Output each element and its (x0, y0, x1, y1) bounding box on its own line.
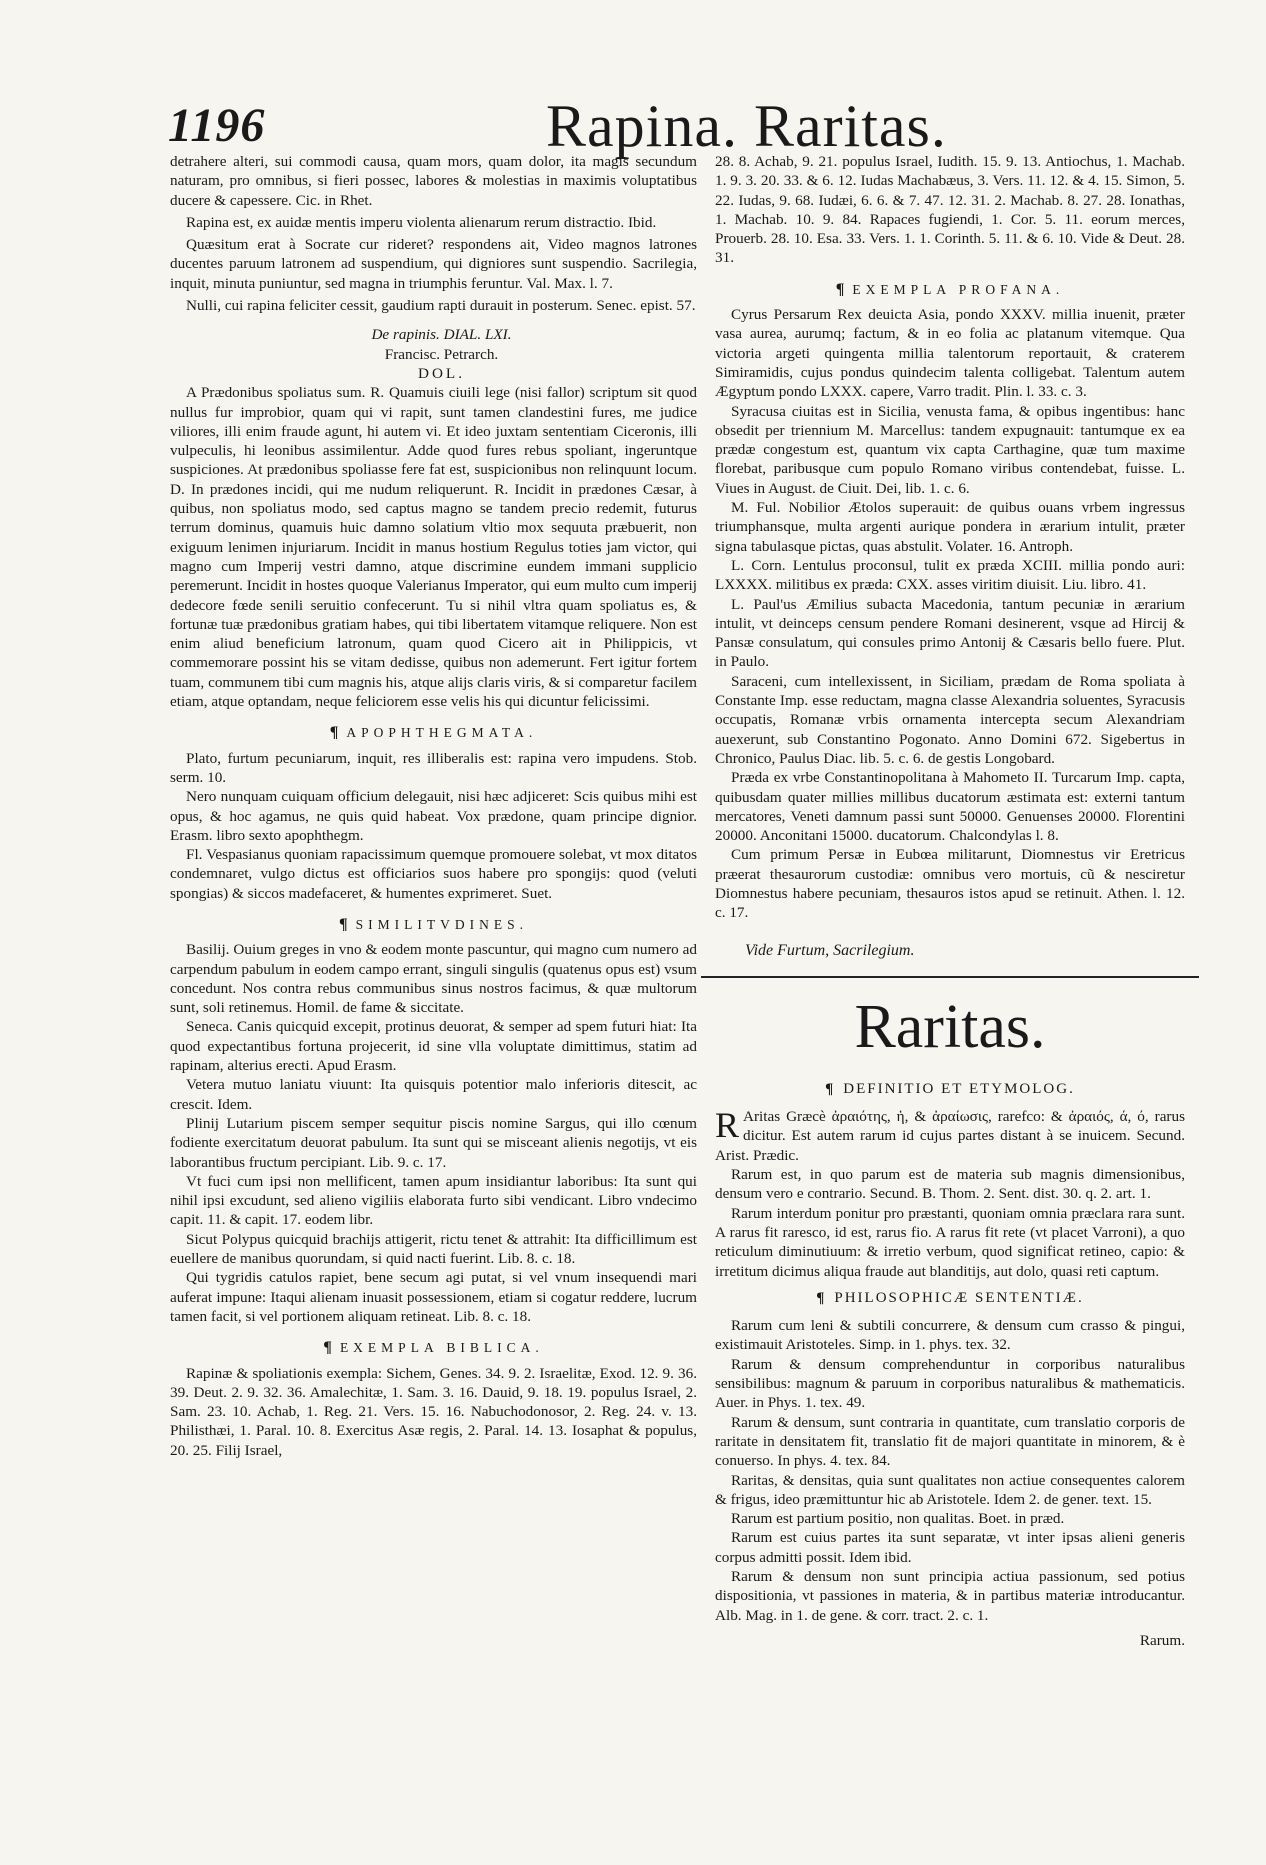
paragraph: Fl. Vespasianus quoniam rapacissimum quemque promouere solebat, vt mox ditatos condemnaret, vulgo dictus est officiarios suos habere pro spongijs: quod (veluti spongias) & siccos madefaceret, & humentes exprimeret. Suet. (170, 846, 697, 902)
paragraph: Rapina est, ex auidæ mentis imperu violenta alienarum rerum distractio. Ibid. (186, 213, 657, 231)
cross-reference: Vide Furtum, Sacrilegium. (745, 941, 915, 959)
right-column (715, 152, 1185, 1650)
paragraph: A Prædonibus spoliatus sum. R. Quamuis ciuili lege (nisi fallor) scriptum sit quod nullus fur improbior, quam qui vi rapit, sunt tamen clandestini fures, me judice viliores, illi enim fraude agunt, hi autem vi. Et ideo juxtam sententiam Ciceronis, illi vulpeculis, hi leonibus assimilentur. Adde quod fures rebus spoliant, ingeruntque suspiciones. At prædonibus spoliasse fere fat est, suspicionibus non relinquunt locum. D. In prædones incidi, qui me nudum reliquerunt. R. Incidit in prædones Cæsar, à quibus, non spoliatus modo, sed captus magno se tandem precio redemit, futurus terrum dominus, quamuis huic damno solatium vltio mox sequuta præbuerit, non exiguum lenimen injuriarum. Incidit in manus hostium Regulus toties jam victor, qui magno cum Imperij vestri damno, atque discrimine eundem immani supplicio peremerunt. Incidit in hostes quoque Valerianus Imperator, qui eum multo cum imperij dedecore fœde senili seruitio confecerunt. Tu si nihil vltra quam spoliatus es, & fortunæ tuæ prædonibus gratiam habes, qui tibi libertatem vitamque reliquere. Non est enim aliud beneficium latronum, quam quod Cicero ait in Philippicis, vt commemorare possint his se vitam dedisse, quibus non ademerunt. Fert igitur fortem tuam, communem tibi cum magnis his, atque alijs claris viris, & si comparetur facilem etiam, atque optandam, neque feliciorem esse velis his qui dicuntur felicissimi. (170, 384, 697, 711)
dialogue-author: Francisc. Petrarch. (384, 345, 499, 363)
pilcrow-icon: ¶ (816, 1289, 827, 1306)
section-heading: ¶ EXEMPLA PROFANA. (835, 280, 1065, 298)
paragraph: Rapinæ & spoliationis exempla: Sichem, Genes. 34. 9. 2. Israelitæ, Exod. 12. 9. 36. 39. Deut. 2. 9. 32. 36. Amalechitæ, 1. Sam. 3. 16. Dauid, 9. 18. 19. populus Israel, 2. Sam. 23. 10. Achab, 1. Reg. 21. Vers. 15. 16. Nabuchodonosor, 2. Reg. 24. v. 13. Philisthæi, 1. Paral. 10. 8. Exercitus Asæ regis, 2. Paral. 14. 13. Iosaphat & populus, 20. 25. Filij Israel, (170, 1364, 697, 1459)
dialogue-speaker: DOL. (417, 364, 465, 382)
paragraph: Basilij. Ouium greges in vno & eodem monte pascuntur, qui magno cum numero ad carpendum pabulum in eodem campo errant, singuli singulis (quatenus opus est) vsum concedunt. Nos contra rebus communibus sinus nostros facimus, & quæ multorum sunt, soli retinemus. Homil. de fame & siccitate. (170, 941, 697, 1017)
paragraph: Syracusa ciuitas est in Sicilia, venusta fama, & opibus ingentibus: hanc obsedit per triennium M. Marcellus: tandem expugnauit: tantumque ex ea prædæ congestum est, quantum vix capta Carthagine, quæ tum maxime florebat, paribusque cum populo Romano viribus contendebat, fuisse. L. Viues in August. de Ciuit. Dei, lib. 1. c. 6. (715, 402, 1185, 497)
pilcrow-icon: ¶ (825, 1080, 836, 1097)
section-heading: ¶ SIMILITVDINES. (338, 915, 528, 933)
paragraph: Nulli, cui rapina feliciter cessit, gaudium rapti durauit in posterum. Senec. epist. 57. (186, 297, 696, 315)
page-number: 1196 (168, 99, 266, 152)
paragraph: M. Ful. Nobilior Ætolos superauit: de quibus ouans vrbem ingressus triumphansque, multa argenti aurique pondera in ærarium intulit, præter signa tabulasque pictas, quas abstulit. Volater. 16. Antroph. (715, 499, 1185, 555)
paragraph: Rarum & densum, sunt contraria in quantitate, cum translatio corporis de raritate in densitatem fit, translatio fit de majori quantitate in minorem, & è conuerso. In phys. 4. tex. 84. (715, 1413, 1185, 1470)
paragraph: L. Corn. Lentulus proconsul, tulit ex præda XCIII. millia pondo auri: LXXXX. militibus ex præda: CXX. asses viritim diuisit. Liu. libro. 41. (715, 556, 1185, 594)
paragraph: L. Paul'us Æmilius subacta Macedonia, tantum pecuniæ in ærarium intulit, vt deinceps censum pendere Romani desinerent, vsque ad Hircij & Pansæ consulatum, qui consules primo Antonij & Cæsaris bello fuere. Plut. in Paulo. (715, 595, 1185, 671)
divider-rule (701, 976, 1199, 978)
paragraph: Saraceni, cum intellexissent, in Siciliam, prædam de Roma spoliata à Constante Imp. esse reductam, magna classe Alexandria soluentes, Syracusis occupatis, Romanæ vrbis ornamenta intercepta secum Alexandriam auexerunt, sub Constantino Pogonato. Anno Domini 672. Sigebertus in Chronico, Paulus Diac. lib. 5. c. 6. de gestis Longobard. (715, 672, 1185, 767)
running-head: Rapina. Raritas. (546, 93, 947, 159)
paragraph: detrahere alteri, sui commodi causa, quam mors, quam dolor, ita magis secundum naturam, pro omnibus, si fieri possec, labores & molestias in maximis voluptatibus ducere & capessere. Cic. in Rhet. (170, 153, 697, 209)
paragraph: Nero nunquam cuiquam officium delegauit, nisi hæc adjiceret: Scis quibus mihi est opus, & hoc agamus, ne quis quid habeat. Vox prædone, quam principe dignior. Erasm. libro sexto apophthegm. (170, 788, 697, 844)
section-heading: ¶ APOPHTHEGMATA. (329, 724, 538, 742)
section-heading: ¶ DEFINITIO ET ETYMOLOG. (825, 1080, 1075, 1097)
paragraph: Vt fuci cum ipsi non mellificent, tamen apum insidiantur laboribus: Ita sunt qui nihil ipsi excudunt, sed alieno vigiliis elaborata furto sibi vendicant. Libro vndecimo capit. 11. & capit. 17. eodem libr. (170, 1172, 697, 1229)
paragraph: Rarum & densum comprehenduntur in corporibus naturalibus sensibilibus: magnum & paruum in corporibus naturalibus & mathematicis. Auer. in Phys. 1. tex. 49. (715, 1355, 1185, 1412)
pilcrow-icon: ¶ (323, 1339, 332, 1357)
left-column (170, 152, 697, 1460)
paragraph: Plinij Lutarium piscem semper sequitur piscis nomine Sargus, qui illo cœnum fodiente exercitatum deuorat pabulum. Ita sunt qui se misceant alienis negotijs, vt eis laborantibus fructum percipiant. Lib. 9. c. 17. (170, 1114, 697, 1171)
paragraph: Præda ex vrbe Constantinopolitana à Mahometo II. Turcarum Imp. capta, quibusdam quater millies millibus ducatorum æstimata est: externi tantum mercatores, Veneti damnum passi sunt 50000. Genuenses 20000. Florentini 20000. Anconitani 15000. ducatorum. Chalcondylas l. 8. (715, 769, 1185, 845)
section-heading: ¶ PHILOSOPHICÆ SENTENTIÆ. (816, 1289, 1084, 1306)
pilcrow-icon: ¶ (338, 915, 348, 933)
paragraph: Quæsitum erat à Socrate cur rideret? respondens ait, Video magnos latrones ducentes paruum latronem ad suspendium, qui digniores sunt suspendio. Sacrilegia, inquit, minuta puniuntur, sed magna in triumphis feruntur. Val. Max. l. 7. (170, 236, 697, 292)
paragraph: Vetera mutuo laniatu viuunt: Ita quisquis potentior malo inferioris ditescit, ac crescit. Idem. (170, 1076, 697, 1113)
pilcrow-icon: ¶ (835, 280, 845, 298)
pilcrow-icon: ¶ (329, 724, 339, 742)
paragraph: Qui tygridis catulos rapiet, bene secum agi putat, si vel vnum insequendi mari auferat impune: Itaqui alienam inuasit possessionem, etiam si cogatur reddere, lucrum tamen facit, si vel portionem aliquam retineat. Lib. 8. c. 18. (170, 1269, 697, 1325)
paragraph: Rarum interdum ponitur pro præstanti, quoniam omnia præclara rara sunt. A rarus fit raresco, id est, rarus fio. A rarus fit rete (vt placet Varroni), a quo reticulum diminutiuum: & irretio verbum, quod significat retineo, capio: & irretitum dicimus aliqua fraude aut blanditijs, aut dolo, quasi reti captum. (715, 1204, 1185, 1280)
paragraph: Plato, furtum pecuniarum, inquit, res illiberalis est: rapina vero impudens. Stob. serm. 10. (170, 749, 697, 786)
paragraph: Rarum est cuius partes ita sunt separatæ, vt inter ipsas alieni generis corpus admitti possit. Idem ibid. (715, 1529, 1185, 1566)
paragraph: Rarum est partium positio, non qualitas. Boet. in præd. (731, 1510, 1065, 1528)
catchword: Rarum. (1139, 1631, 1185, 1649)
paragraph: R Aritas Græcè ἀραιότης, ἡ, & ἀραίωσις, rarefco: & ἀραιός, ά, ό, rarus dicitur. Est autem rarum id cujus partes distant à se inuicem. Secund. Arist. Prædic. (715, 1105, 1185, 1164)
drop-cap: R (715, 1105, 740, 1146)
section-heading: ¶ EXEMPLA BIBLICA. (323, 1339, 544, 1357)
paragraph: Raritas, & densitas, quia sunt qualitates non actiue consequentes calorem & frigus, ideo præmittuntur hic ab Aristotele. Idem 2. de gener. text. 15. (715, 1471, 1185, 1508)
paragraph: Rarum est, in quo parum est de materia sub magnis dimensionibus, densum vero e contrario. Secund. B. Thom. 2. Sent. dist. 30. q. 2. art. 1. (715, 1166, 1185, 1203)
section-title: Raritas. (854, 992, 1046, 1061)
dialogue-title: De rapinis. DIAL. LXI. (371, 326, 512, 344)
paragraph: Sicut Polypus quicquid brachijs attigerit, rictu tenet & attrahit: Ita difficillimum est euellere de manibus quorundam, si quid nacti fuerint. Lib. 8. c. 18. (170, 1230, 697, 1268)
paragraph: Cum primum Persæ in Eubœa militarunt, Diomnestus vir Eretricus præerat thesaurorum custodiæ: omnibus vero mortuis, cũ & nesciretur Diomnestus habere pecuniam, thesauros istos apud se retinuit. Athen. l. 12. c. 17. (715, 846, 1185, 922)
paragraph: 28. 8. Achab, 9. 21. populus Israel, Iudith. 15. 9. 13. Antiochus, 1. Machab. 1. 9. 3. 20. 33. & 6. 12. Iudas Machabæus, 3. Vers. 11. 12. & 4. 15. Simon, 5. 22. Iudas, 9. 68. Iudæi, 6. 6. & 7. 47. 12. 31. 2. Machab. 8. 27. 28. Ionathas, 1. Machab. 10. 9. 84. Rapaces fugiendi, 1. Cor. 5. 11. eorum merces, Prouerb. 28. 10. Esa. 33. Vers. 1. 1. Corinth. 5. 11. & 6. 10. Vide & Deut. 28. 31. (715, 153, 1185, 267)
paragraph: Cyrus Persarum Rex deuicta Asia, pondo XXXV. millia inuenit, præter vasa aurea, aurumq; factum, & in eo folia ac platanum vitemque. Qua victoria argeti quingenta millia talentorum reportauit, & craterem Simiramidis, cujus pondus quindecim talenta colligebat. Talentum autem Ægyptum pondo LXXX. capere, Varro tradit. Plin. l. 33. c. 3. (715, 306, 1185, 401)
paragraph: Seneca. Canis quicquid excepit, protinus deuorat, & semper ad spem futuri hiat: Ita quod expectantibus fortuna projecerit, id sine vlla voluptate dimittimus, statim ad rapinam, alterius erecti. Apud Erasm. (170, 1018, 697, 1075)
paragraph: Rarum & densum non sunt principia actiua passionum, sed potius dispositionia, vt passiones in materia, & in partibus materiæ introducantur. Alb. Mag. in 1. de gene. & corr. tract. 2. c. 1. (715, 1568, 1185, 1624)
paragraph: Rarum cum leni & subtili concurrere, & densum cum crasso & pingui, existimauit Aristoteles. Simp. in 1. phys. tex. 32. (715, 1317, 1185, 1354)
